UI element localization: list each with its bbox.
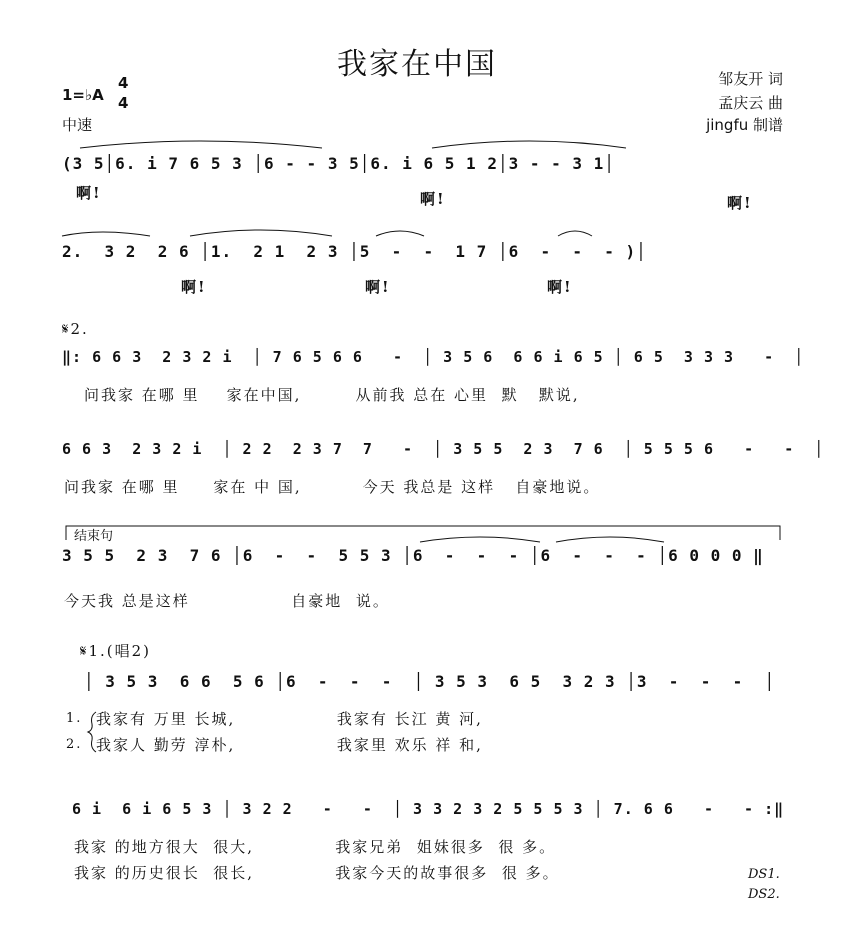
- verse-row2-notes: 6 6 3 2 3 2 i │ 2 2 2 3 7 7 - │ 3 5 5 2 3 7 6 │ 5 5 5 6 - - │: [62, 440, 825, 458]
- intro-slur-4: [376, 231, 424, 236]
- tempo-marking: 中速: [62, 116, 93, 134]
- time-signature-bottom: 4: [118, 94, 129, 112]
- engraver-credit: jingfu 制谱: [706, 116, 783, 134]
- time-signature-top: 4: [118, 74, 129, 92]
- coda-slur-1: [420, 537, 540, 542]
- composer-credit: 孟庆云 曲: [718, 94, 783, 112]
- segno-2-label: 𝄋2.: [62, 320, 89, 338]
- intro-row1-lyric-2: 啊!: [420, 190, 446, 208]
- ds1-marking: DS1.: [748, 867, 780, 882]
- intro-slur-3: [190, 230, 332, 236]
- chorus-row2-lyrics-v1: 我家 的地方很大 很大, 我家兄弟 姐妹很多 很 多。: [74, 838, 557, 856]
- verse-row1-notes: ‖: 6 6 3 2 3 2 i │ 7 6 5 6 6 - │ 3 5 6 6 6 i 6 5 │ 6 5 3 3 3 - │: [62, 348, 805, 366]
- coda-bracket: [66, 526, 780, 540]
- song-title: 我家在中国: [337, 47, 497, 82]
- ds2-marking: DS2.: [748, 887, 780, 902]
- coda-lyrics: 今天我 总是这样 自豪地 说。: [64, 592, 390, 610]
- verse-number-1: 1.: [66, 711, 83, 726]
- key-signature: 1=♭A: [62, 86, 104, 104]
- coda-notes: 3 5 5 2 3 7 6 │6 - - 5 5 3 │6 - - - │6 - - - │6 0 0 0 ‖: [62, 546, 764, 565]
- intro-slur-1: [80, 141, 322, 148]
- intro-row1-lyric-1: 啊!: [76, 184, 102, 202]
- verse-row1-lyrics: 问我家 在哪 里 家在中国, 从前我 总在 心里 默 默说,: [84, 386, 580, 404]
- intro-slur-2: [432, 141, 626, 148]
- segno-1-label: 𝄋1.(唱2): [80, 642, 152, 660]
- lyricist-credit: 邹友开 词: [718, 70, 783, 88]
- chorus-row1-notes: │ 3 5 3 6 6 5 6 │6 - - - │ 3 5 3 6 5 3 2 3 │3 - - - │: [84, 672, 776, 691]
- verse-number-2: 2.: [66, 737, 83, 752]
- chorus-row2-lyrics-v2: 我家 的历史很长 很长, 我家今天的故事很多 很 多。: [74, 864, 560, 882]
- chorus-brace: [88, 712, 96, 752]
- intro-slur-5: [558, 231, 592, 236]
- chorus-row1-lyrics-v1: 我家有 万里 长城, 我家有 长江 黄 河,: [96, 710, 483, 728]
- chorus-row2-notes: 6 i 6 i 6 5 3 │ 3 2 2 - - │ 3 3 2 3 2 5 5 5 3 │ 7. 6 6 - - :‖: [72, 800, 785, 818]
- intro-row2-lyric-1: 啊!: [181, 278, 207, 296]
- chorus-row1-lyrics-v2: 我家人 勤劳 淳朴, 我家里 欢乐 祥 和,: [96, 736, 483, 754]
- intro-row2-lyric-3: 啊!: [547, 278, 573, 296]
- intro-row1-notes: (3 5│6. i 7 6 5 3 │6 - - 3 5│6. i 6 5 1 2│3 - - 3 1│: [62, 154, 615, 173]
- intro-row2-lyric-2: 啊!: [365, 278, 391, 296]
- coda-label: 结束句: [74, 529, 114, 544]
- intro-row2-notes: 2. 3 2 2 6 │1. 2 1 2 3 │5 - - 1 7 │6 - - - )│: [62, 242, 647, 261]
- verse-row2-lyrics: 问我家 在哪 里 家在 中 国, 今天 我总是 这样 自豪地说。: [64, 478, 601, 496]
- intro-row1-lyric-3: 啊!: [727, 194, 753, 212]
- intro-slur-6: [62, 232, 150, 236]
- coda-slur-2: [556, 537, 664, 542]
